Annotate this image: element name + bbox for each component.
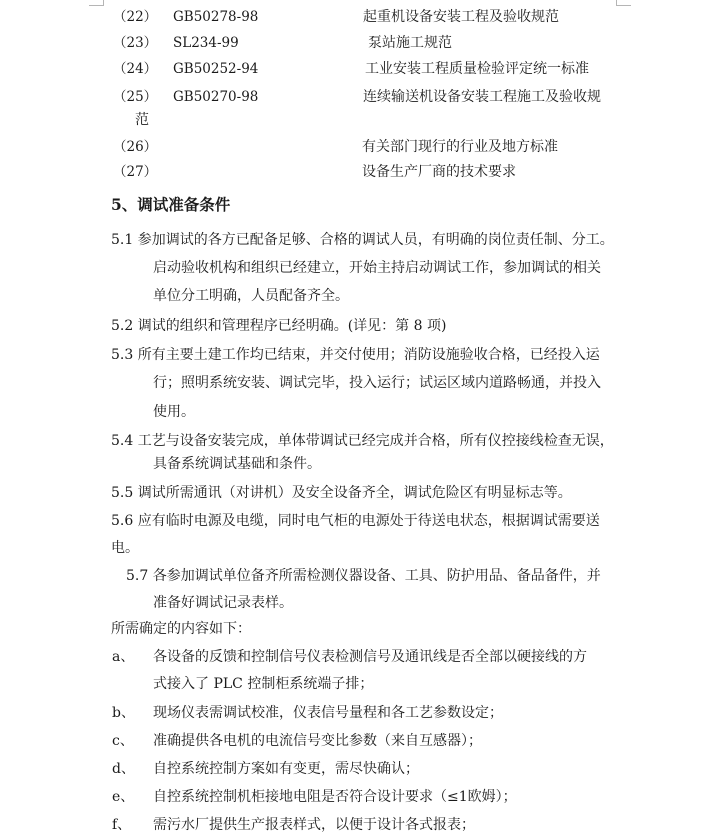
condition-line: 启动验收机构和组织已经建立，开始主持启动调试工作，参加调试的相关 — [153, 260, 601, 276]
confirm-marker: c、 — [112, 733, 134, 749]
condition-line: 5.7 各参加调试单位备齐所需检测仪器设备、工具、防护用品、备品备件，并 — [126, 568, 601, 584]
reference-number: （25） — [113, 89, 158, 105]
reference-number: （23） — [113, 35, 158, 51]
condition-line: 单位分工明确，人员配备齐全。 — [153, 288, 349, 304]
reference-title: 有关部门现行的行业及地方标准 — [362, 139, 558, 155]
confirm-line: 自控系统控制方案如有变更，需尽快确认； — [153, 761, 419, 777]
confirm-line: 各设备的反馈和控制信号仪表检测信号及通讯线是否全部以硬接线的方 — [153, 649, 587, 665]
confirm-line: 准确提供各电机的电流信号变比参数（来自互感器）； — [153, 733, 482, 749]
reference-title: 连续输送机设备安装工程施工及验收规 — [363, 89, 601, 105]
reference-title: 泵站施工规范 — [368, 35, 452, 51]
condition-line: 5.6 应有临时电源及电缆，同时电气柜的电源处于待送电状态，根据调试需要送 — [111, 513, 600, 529]
reference-number: （26） — [113, 139, 158, 155]
reference-title: 设备生产厂商的技术要求 — [362, 164, 516, 180]
reference-code: SL234-99 — [173, 35, 239, 51]
reference-code: GB50278-98 — [173, 9, 259, 25]
page-corner-mark-right — [616, 0, 631, 6]
reference-number: （27） — [113, 164, 158, 180]
confirm-marker: a、 — [112, 649, 135, 665]
confirm-line: 自控系统控制机柜接地电阻是否符合设计要求（≤1欧姆）； — [153, 789, 517, 805]
confirm-marker: b、 — [112, 705, 135, 721]
reference-code: GB50270-98 — [173, 89, 259, 105]
condition-line: 5.1 参加调试的各方已配备足够、合格的调试人员，有明确的岗位责任制、分工。 — [111, 232, 614, 248]
condition-line: 电。 — [111, 540, 139, 556]
condition-line: 5.2 调试的组织和管理程序已经明确。(详见：第 8 项) — [111, 318, 447, 334]
condition-line: 具备系统调试基础和条件。 — [153, 456, 321, 472]
confirm-line: 现场仪表需调试校准，仪表信号量程和各工艺参数设定； — [153, 705, 503, 721]
condition-line: 5.4 工艺与设备安装完成，单体带调试已经完成并合格，所有仪控接线检查无误， — [111, 433, 614, 449]
reference-title: 工业安装工程质量检验评定统一标准 — [365, 61, 589, 77]
condition-line: 5.5 调试所需通讯（对讲机）及安全设备齐全，调试危险区有明显标志等。 — [111, 485, 572, 501]
section-heading: 5、调试准备条件 — [111, 195, 231, 214]
reference-title-continuation: 范 — [135, 112, 149, 128]
confirm-line: 需污水厂提供生产报表样式，以便于设计各式报表； — [153, 817, 475, 833]
condition-line: 行；照明系统安装、调试完毕，投入运行；试运区域内道路畅通，并投入 — [153, 375, 601, 391]
reference-title: 起重机设备安装工程及验收规范 — [363, 9, 559, 25]
condition-line: 使用。 — [153, 404, 195, 420]
confirm-intro: 所需确定的内容如下： — [111, 621, 251, 637]
condition-line: 准备好调试记录表样。 — [153, 595, 293, 611]
confirm-marker: e、 — [112, 789, 135, 805]
page-corner-mark-left — [89, 0, 104, 6]
reference-code: GB50252-94 — [173, 61, 259, 77]
confirm-line: 式接入了 PLC 控制柜系统端子排； — [153, 676, 374, 692]
confirm-marker: f、 — [112, 817, 132, 833]
reference-number: （24） — [113, 61, 158, 77]
confirm-marker: d、 — [112, 761, 135, 777]
reference-number: （22） — [113, 9, 158, 25]
condition-line: 5.3 所有主要土建工作均已结束，并交付使用；消防设施验收合格，已经投入运 — [111, 347, 600, 363]
